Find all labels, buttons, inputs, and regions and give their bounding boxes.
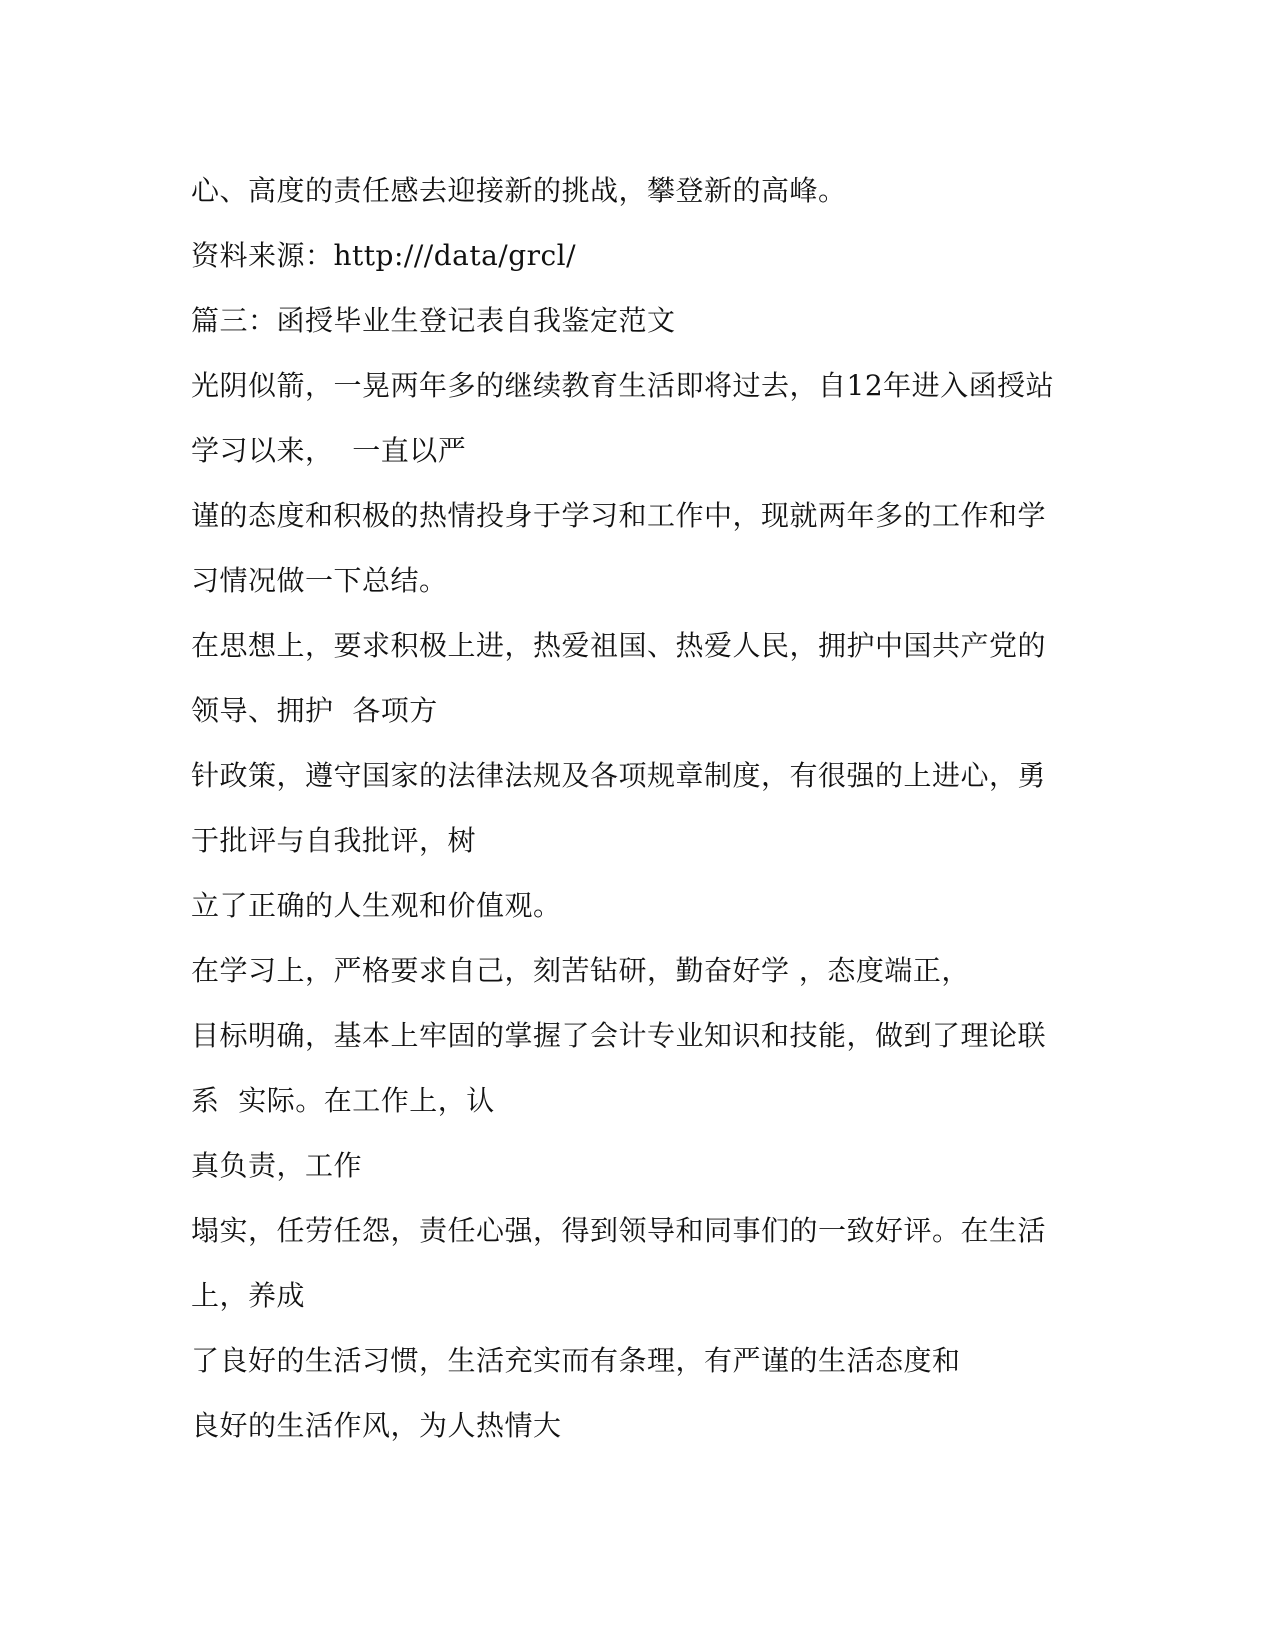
- text-line: 立了正确的人生观和价值观。: [191, 889, 562, 922]
- text-line: 学习以来， 一直以严: [191, 434, 467, 467]
- document-body: [191, 158, 1091, 1458]
- text-line: 光阴似箭，一晃两年多的继续教育生活即将过去，自12年进入函授站: [191, 369, 1055, 402]
- text-line: 上，养成: [191, 1279, 306, 1312]
- text-line: 在思想上，要求积极上进，热爱祖国、热爱人民，拥护中国共产党的: [191, 629, 1047, 662]
- section-heading: 篇三：函授毕业生登记表自我鉴定范文: [191, 304, 676, 337]
- text-line: 领导、拥护 各项方: [191, 694, 438, 727]
- text-line: 真负责，工作: [191, 1149, 363, 1182]
- text-line: 目标明确，基本上牢固的掌握了会计专业知识和技能，做到了理论联: [191, 1019, 1047, 1052]
- text-line: 针政策，遵守国家的法律法规及各项规章制度，有很强的上进心，勇: [191, 759, 1047, 792]
- text-line: 良好的生活作风，为人热情大: [191, 1409, 562, 1442]
- text-line: 在学习上，严格要求自己，刻苦钻研，勤奋好学 ，态度端正，: [191, 954, 970, 987]
- text-line: 系 实际。在工作上，认: [191, 1084, 495, 1117]
- text-line: 资料来源：http:///data/grcl/: [191, 239, 577, 272]
- text-line: 心、高度的责任感去迎接新的挑战，攀登新的高峰。: [191, 174, 847, 207]
- text-line: 塌实，任劳任怨，责任心强，得到领导和同事们的一致好评。在生活: [191, 1214, 1047, 1247]
- text-line: 了良好的生活习惯，生活充实而有条理，有严谨的生活态度和: [191, 1344, 961, 1377]
- text-line: 于批评与自我批评，树: [191, 824, 477, 857]
- text-line: 谨的态度和积极的热情投身于学习和工作中，现就两年多的工作和学: [191, 499, 1047, 532]
- text-line: 习情况做一下总结。: [191, 564, 448, 597]
